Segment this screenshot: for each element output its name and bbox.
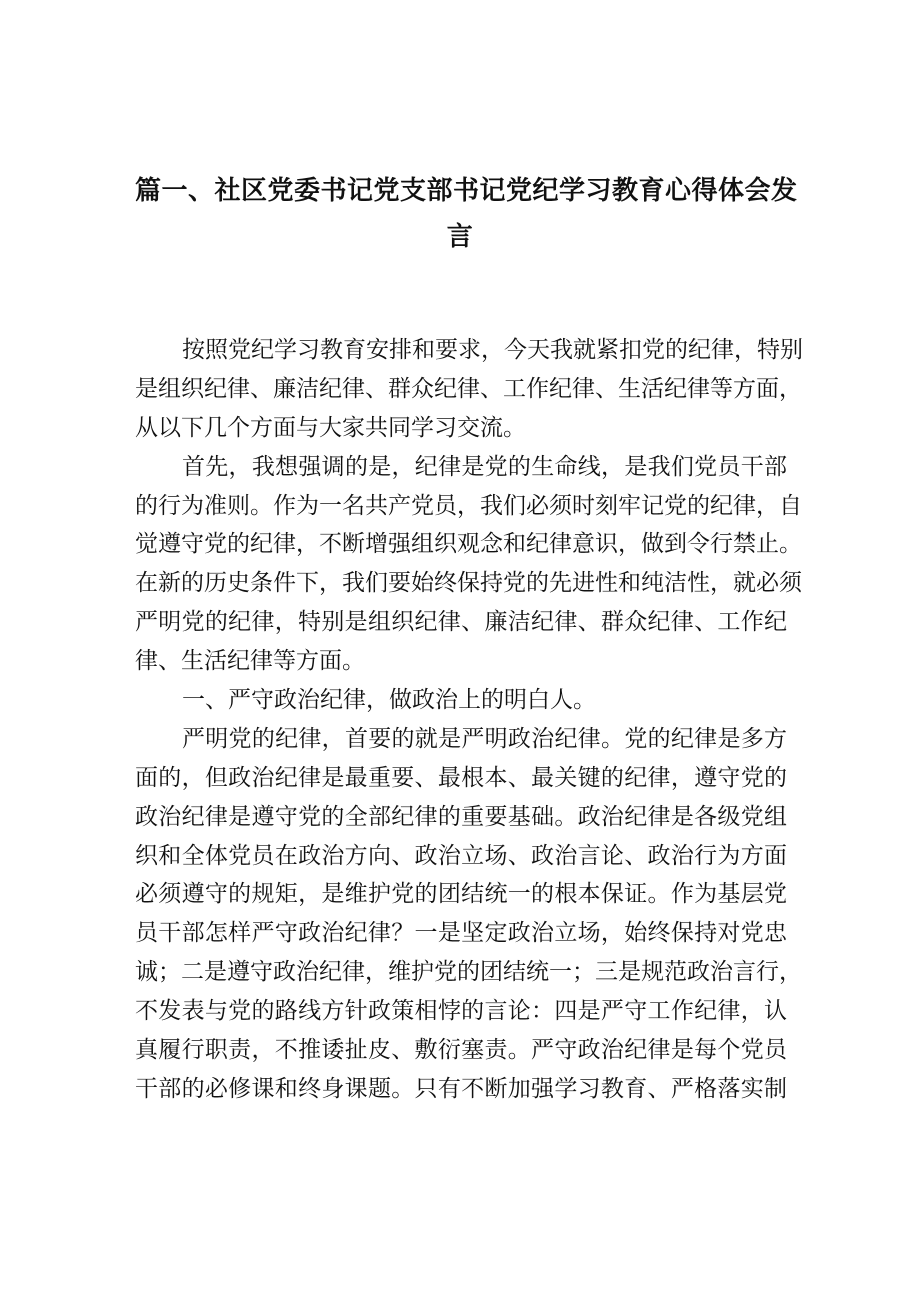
text-line: 诚；二是遵守政治纪律，维护党的团结统一；三是规范政治言行， <box>135 959 802 986</box>
text-line: 一、严守政治纪律，做政治上的明白人。 <box>182 687 596 714</box>
text-line: 真履行职责，不推诿扯皮、敷衍塞责。严守政治纪律是每个党员 <box>135 1037 787 1064</box>
paragraph-political-discipline <box>135 720 802 1109</box>
text-line: 不发表与党的路线方针政策相悖的言论：四是严守工作纪律，认 <box>135 998 787 1025</box>
paragraph-intro <box>135 331 803 448</box>
text-line: 员干部怎样严守政治纪律？一是坚定政治立场，始终保持对党忠 <box>135 920 787 947</box>
text-line: 律、生活纪律等方面。 <box>135 648 365 675</box>
text-line: 觉遵守党的纪律，不断增强组织观念和纪律意识，做到令行禁止。 <box>135 531 802 558</box>
document-title <box>135 168 798 260</box>
text-line: 必须遵守的规矩，是维护党的团结统一的根本保证。作为基层党 <box>135 881 787 908</box>
text-line: 政治纪律是遵守党的全部纪律的重要基础。政治纪律是各级党组 <box>135 803 787 830</box>
text-line: 严明党的纪律，特别是组织纪律、廉洁纪律、群众纪律、工作纪 <box>135 609 787 636</box>
text-line: 是组织纪律、廉洁纪律、群众纪律、工作纪律、生活纪律等方面， <box>135 375 802 402</box>
document-body <box>135 331 803 1109</box>
paragraph-discipline-lifeline <box>135 448 802 681</box>
text-line: 从以下几个方面与大家共同学习交流。 <box>135 414 526 441</box>
section-heading-political-discipline <box>135 681 787 720</box>
text-line: 按照党纪学习教育安排和要求，今天我就紧扣党的纪律，特别 <box>182 337 803 363</box>
title-line: 言 <box>446 222 474 252</box>
text-line: 干部的必修课和终身课题。只有不断加强学习教育、严格落实制 <box>135 1075 787 1102</box>
text-line: 的行为准则。作为一名共产党员，我们必须时刻牢记党的纪律，自 <box>135 492 802 519</box>
text-line: 面的，但政治纪律是最重要、最根本、最关键的纪律，遵守党的 <box>135 764 787 791</box>
text-line: 严明党的纪律，首要的就是严明政治纪律。党的纪律是多方 <box>182 725 787 752</box>
text-line: 在新的历史条件下，我们要始终保持党的先进性和纯洁性，就必须 <box>135 570 802 597</box>
title-line: 篇一、社区党委书记党支部书记党纪学习教育心得体会发 <box>135 176 798 206</box>
text-line: 织和全体党员在政治方向、政治立场、政治言论、政治行为方面 <box>135 842 787 869</box>
text-line: 首先，我想强调的是，纪律是党的生命线，是我们党员干部 <box>182 453 787 480</box>
